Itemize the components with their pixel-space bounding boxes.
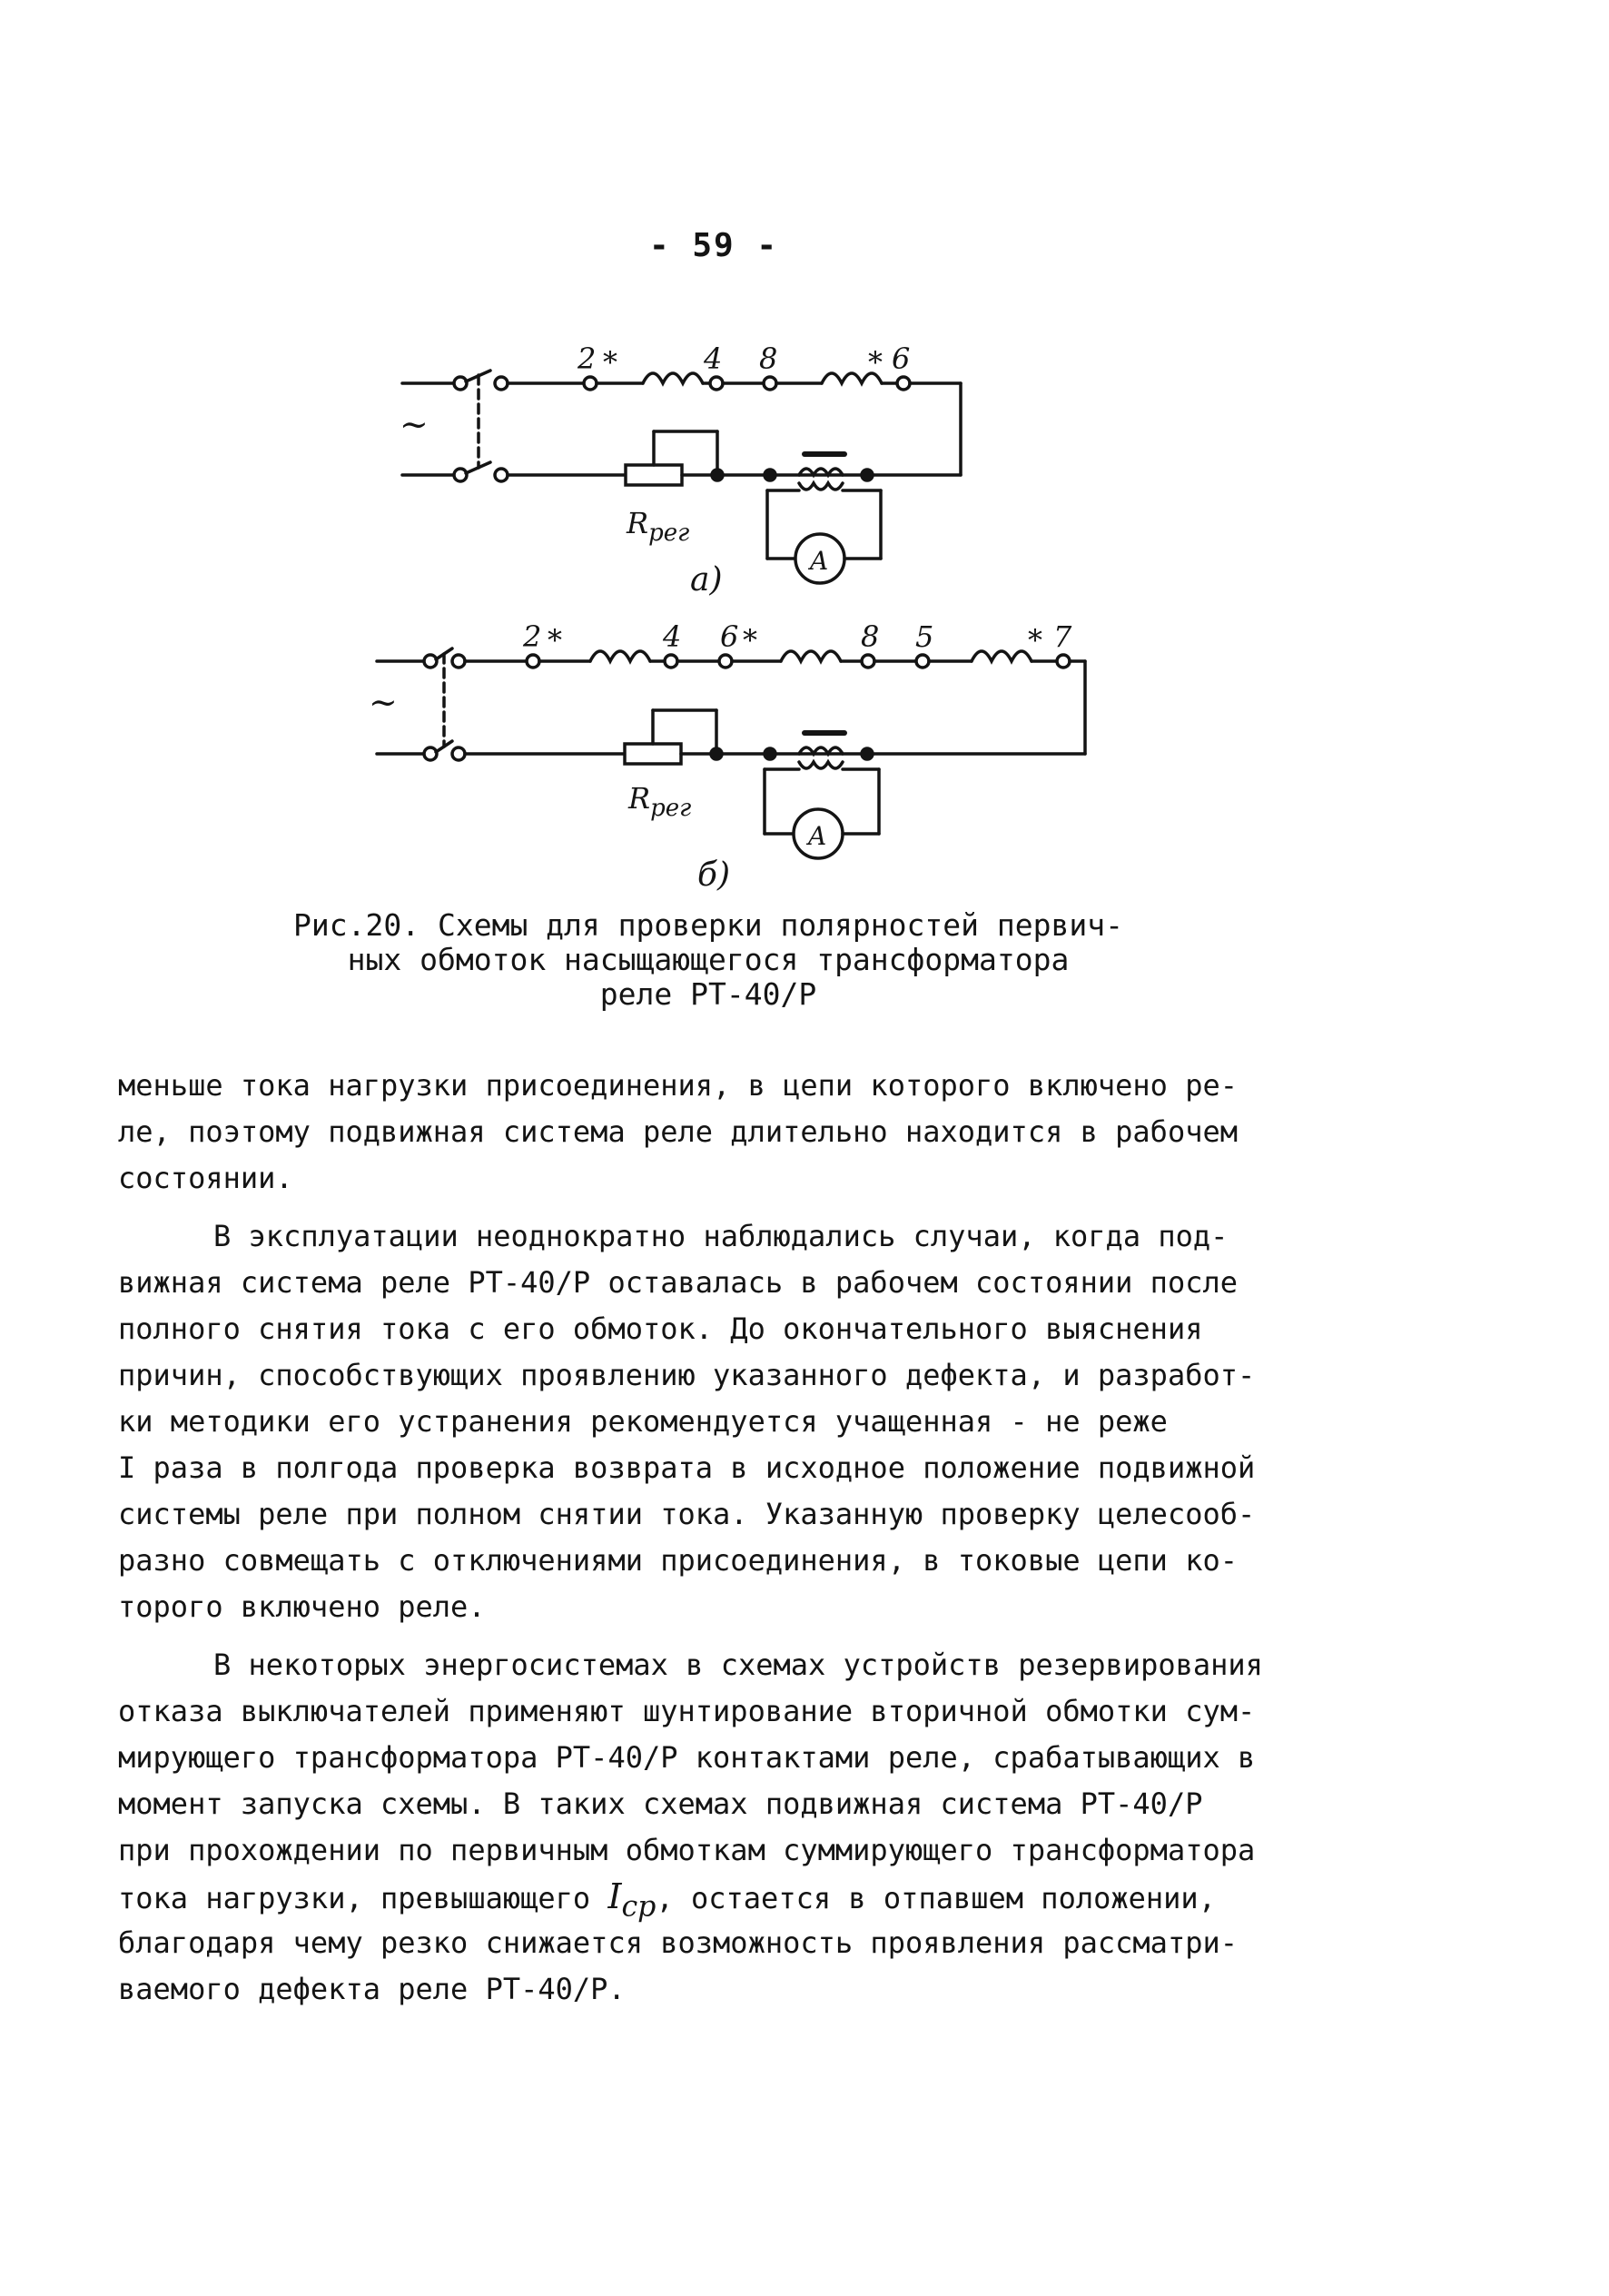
terminal-b-5: 5: [915, 619, 934, 654]
source-symbol-b: ~: [369, 682, 398, 722]
ammeter-label-a: A: [810, 546, 829, 576]
text-segment: тока нагрузки, превышающего: [118, 1881, 608, 1915]
polarity-star-a-1: *: [603, 345, 617, 380]
caption-line: реле РТ-40/Р: [599, 976, 817, 1012]
terminal-b-2: 2: [523, 619, 542, 654]
text-line: мирующего трансформатора РТ-40/Р контактами реле, срабатывающих в: [118, 1740, 1256, 1775]
text-line: системы реле при полном снятии тока. Указанную проверку целесооб-: [118, 1497, 1256, 1531]
text-line: полного снятия тока с его обмоток. До окончательного выяснения: [118, 1311, 1203, 1346]
formula-i-sr: $I_{ср}$: [607, 1876, 656, 1924]
terminal-b-7: 7: [1053, 619, 1072, 654]
paragraph-2: [118, 1213, 1335, 1630]
text-line: торого включено реле.: [118, 1589, 486, 1624]
polarity-star-b-3: *: [1028, 623, 1042, 658]
sublabel-b: б): [697, 856, 731, 894]
text-line: меньше тока нагрузки присоединения, в цепи которого включено ре-: [118, 1068, 1238, 1103]
ammeter-label-b: A: [808, 821, 827, 851]
text-line: вижная система реле РТ-40/Р оставалась в рабочем состоянии после: [118, 1265, 1238, 1300]
resistor-label-b: $R_{рег}$: [628, 781, 692, 822]
figure-caption: [272, 908, 1144, 1012]
page-number: - 59 -: [648, 227, 779, 264]
text-line: I раза в полгода проверка возврата в исходное положение подвижной: [118, 1450, 1256, 1485]
polarity-star-a-2: *: [868, 345, 883, 380]
terminal-a-8: 8: [759, 341, 778, 376]
text-line: В некоторых энергосистемах в схемах устройств резервирования: [213, 1648, 1263, 1682]
text-line: отказа выключателей применяют шунтирование вторичной обмотки сум-: [118, 1694, 1256, 1728]
text-line: В эксплуатации неоднократно наблюдались случаи, когда под-: [213, 1219, 1229, 1253]
caption-line: ных обмоток насыщающегося трансформатора: [347, 942, 1070, 977]
terminal-a-2: 2: [577, 341, 597, 376]
body-text: [118, 1063, 1335, 2013]
text-line: состоянии.: [118, 1161, 293, 1195]
terminal-a-6: 6: [892, 341, 911, 376]
terminal-a-4: 4: [704, 341, 723, 376]
sublabel-a: а): [690, 561, 723, 599]
text-line: ле, поэтому подвижная система реле длительно находится в рабочем: [118, 1114, 1238, 1149]
terminal-b-4: 4: [663, 619, 682, 654]
text-line: ки методики его устранения рекомендуется учащенная - не реже: [118, 1404, 1168, 1439]
text-line: разно совмещать с отключениями присоединения, в токовые цепи ко-: [118, 1543, 1238, 1578]
text-line: благодаря чему резко снижается возможность проявления рассматри-: [118, 1925, 1238, 1960]
text-line: момент запуска схемы. В таких схемах подвижная система РТ-40/Р: [118, 1786, 1203, 1821]
terminal-b-8: 8: [861, 619, 880, 654]
text-segment: , остается в отпавшем положении,: [656, 1881, 1216, 1915]
polarity-star-b-1: *: [548, 623, 562, 658]
caption-line: Рис.20. Схемы для проверки полярностей первич-: [293, 907, 1123, 943]
circuit-diagram-b: [377, 648, 1085, 858]
paragraph-1: [118, 1063, 1335, 1202]
figure-schematics: [0, 0, 1609, 908]
polarity-star-b-2: *: [743, 623, 757, 658]
source-symbol-a: ~: [400, 404, 429, 444]
text-line: ваемого дефекта реле РТ-40/Р.: [118, 1972, 626, 2006]
text-line-with-formula: [118, 1874, 1335, 1924]
circuit-diagram-a: [402, 371, 961, 583]
terminal-b-6: 6: [720, 619, 739, 654]
paragraph-3: [118, 1642, 1335, 2013]
text-line: причин, способствующих проявлению указанного дефекта, и разработ-: [118, 1358, 1256, 1392]
text-line: при прохождении по первичным обмоткам суммирующего трансформатора: [118, 1833, 1256, 1867]
resistor-label-a: $R_{рег}$: [627, 506, 690, 547]
